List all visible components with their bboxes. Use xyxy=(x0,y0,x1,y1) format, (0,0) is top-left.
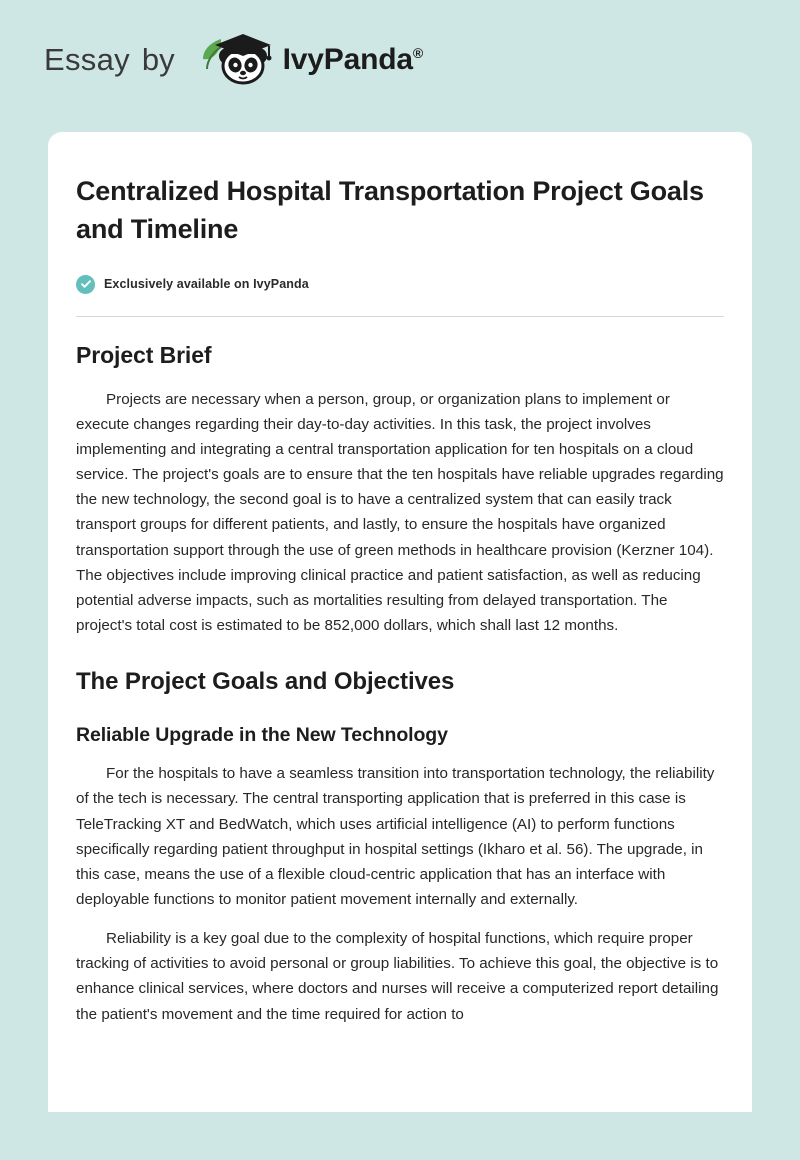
brand-trademark: ® xyxy=(412,45,423,61)
brand-name xyxy=(283,43,423,77)
section-heading-goals-objectives: The Project Goals and Objectives xyxy=(76,668,455,696)
title-divider xyxy=(76,316,724,317)
essay-label: Essay xyxy=(44,42,130,77)
exclusive-badge-label: Exclusively available on IvyPanda xyxy=(104,277,309,292)
site-brand-header xyxy=(0,0,800,86)
brand-name-text: IvyPanda xyxy=(282,43,413,76)
page-title: Centralized Hospital Transportation Project Goals and Timeline xyxy=(76,176,704,245)
by-label: by xyxy=(141,42,175,77)
subsection-heading-reliable-upgrade: Reliable Upgrade in the New Technology xyxy=(76,724,448,747)
paragraph-project-brief-1: Projects are necessary when a person, group, or organization plans to implement or execute changes regarding their day-to-day activities. In this task, the project involves implementing and integrating a central transportation application for ten hospitals on a cloud service. The project's goals are to ensure that the ten hospitals have reliable upgrades regarding the new technology, the second goal is to have a centralized system that can easily track transport groups for different patients, and lastly, to ensure the hospitals have organized transportation support through the use of green methods in healthcare provision (Kerzner 104). The objectives include improving clinical practice and patient satisfaction, as well as reducing potential adverse impacts, such as mortalities resulting from delayed transportation. The project's total cost is estimated to be 852,000 dollars, which shall last 12 months. xyxy=(76,390,724,635)
panda-graduate-icon xyxy=(193,29,281,91)
paragraph-reliable-upgrade-1: For the hospitals to have a seamless transition into transportation technology, the reliability of the tech is necessary. The central transporting application that is preferred in this case is TeleTracking XT and BedWatch, which uses artificial intelligence (AI) to perform functions specifically regarding patient throughput in hospital settings (Ikharo et al. 56). The upgrade, in this case, means the use of a flexible cloud-centric application that has an interface with deployable functions to monitor patient movement internally and externally. xyxy=(76,765,715,908)
section-heading-project-brief: Project Brief xyxy=(76,341,212,368)
ivypanda-logo[interactable] xyxy=(193,29,423,91)
essay-card xyxy=(48,132,752,1112)
exclusive-badge xyxy=(76,275,724,294)
paragraph-reliable-upgrade-2: Reliability is a key goal due to the complexity of hospital functions, which require proper tracking of activities to avoid personal or group liabilities. To achieve this goal, the objective is to enhance clinical services, where doctors and nurses will receive a computerized report detailing the patient's movement and the time required for action to xyxy=(76,930,719,1023)
check-circle-icon xyxy=(76,275,95,294)
